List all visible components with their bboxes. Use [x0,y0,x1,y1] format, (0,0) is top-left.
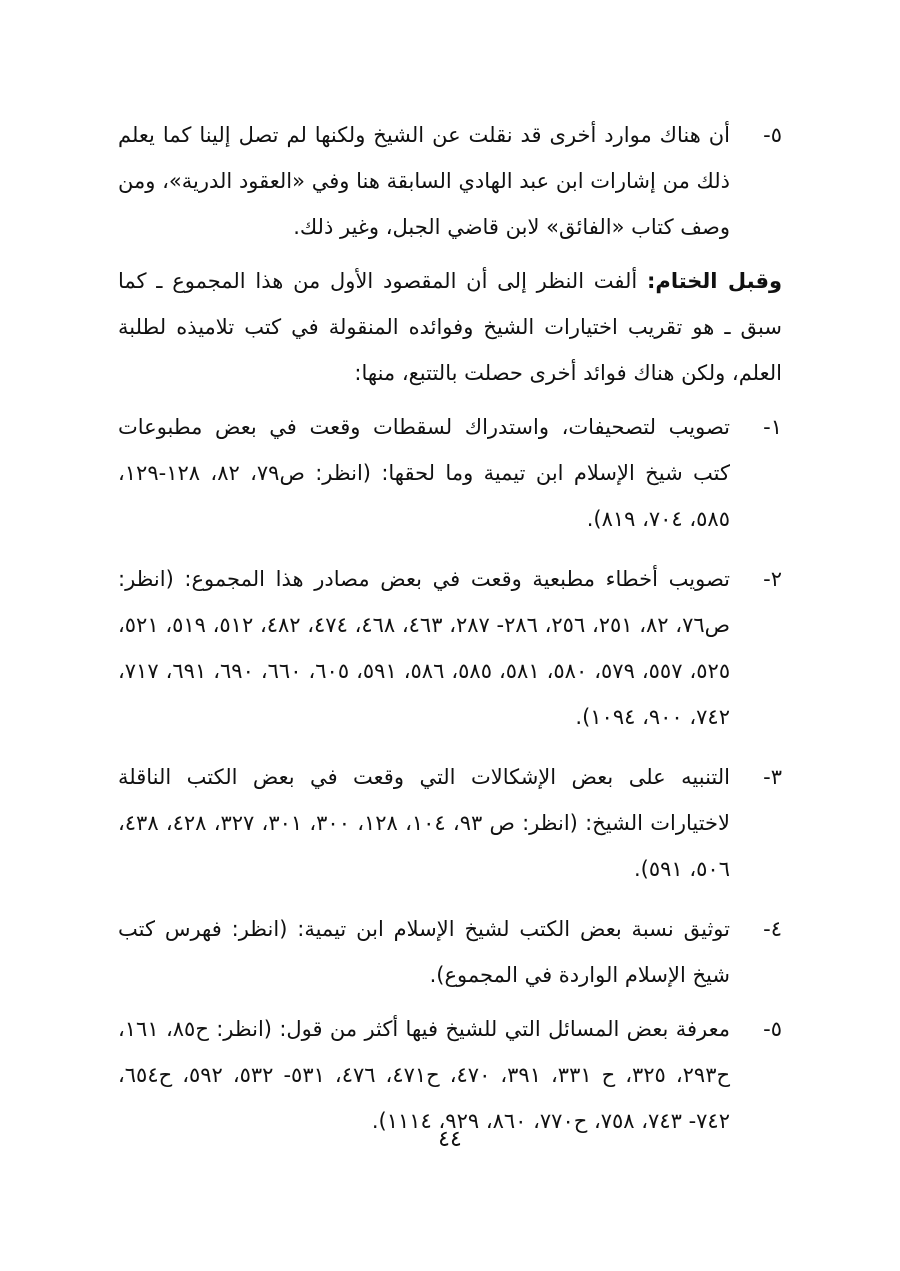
list-item-text: معرفة بعض المسائل التي للشيخ فيها أكثر من قول: (انظر: ح٨٥، ١٦١، ح٢٩٣، ٣٢٥، ح ٣٣١، ٣٩١، ٤٧٠، ح٤٧١، ٤٧٦، ٥٣١- ٥٣٢، ٥٩٢، ح٦٥٤، ٧٤٢- ٧٤٣، ٧٥٨، ح٧٧٠، ٨٦٠، ٩٢٩، ١١١٤). [118,1017,731,1133]
list-item-text: توثيق نسبة بعض الكتب لشيخ الإسلام ابن تيمية: (انظر: فهرس كتب شيخ الإسلام الواردة في المجموع). [118,917,730,987]
list-item-number: ٢- [763,567,782,591]
closing-text: ألفت النظر إلى أن المقصود الأول من هذا المجموع ـ كما سبق ـ هو تقريب اختيارات الشيخ وفوائده المنقولة في كتب تلاميذه لطلبة العلم، ولكن هناك فوائد أخرى حصلت بالتتبع، منها: [118,269,782,385]
list-item-number: ١- [763,415,782,439]
closing-lead: وقبل الختام: [647,269,783,293]
page-body [118,112,782,1144]
list-item-text: التنبيه على بعض الإشكالات التي وقعت في بعض الكتب الناقلة لاختيارات الشيخ: (انظر: ص ٩٣، ١٠٤، ١٢٨، ٣٠٠، ٣٠١، ٣٢٧، ٤٢٨، ٤٣٨، ٥٠٦، ٥٩١). [118,765,730,881]
closing-paragraph [118,258,782,396]
list-item-1 [118,404,782,542]
page-number: ٤٤ [438,1127,462,1152]
list-item-number: ٤- [763,917,782,941]
list-item-text: تصويب أخطاء مطبعية وقعت في بعض مصادر هذا المجموع: (انظر: ص٧٦، ٨٢، ٢٥١، ٢٥٦، ٢٨٦- ٢٨٧، ٤٦٣، ٤٦٨، ٤٧٤، ٤٨٢، ٥١٢، ٥١٩، ٥٢١، ٥٢٥، ٥٥٧، ٥٧٩، ٥٨٠، ٥٨١، ٥٨٥، ٥٨٦، ٥٩١، ٦٠٥، ٦٦٠، ٦٩٠، ٦٩١، ٧١٧، ٧٤٢، ٩٠٠، ١٠٩٤). [118,567,731,729]
list-item-number: ٥- [763,123,782,147]
list-item-number: ٣- [763,765,782,789]
list-item-3 [118,754,782,892]
list-item-4 [118,906,782,998]
list-item-top-5 [118,112,782,250]
list-item-number: ٥- [763,1017,782,1041]
list-item-text: أن هناك موارد أخرى قد نقلت عن الشيخ ولكنها لم تصل إلينا كما يعلم ذلك من إشارات ابن عبد الهادي السابقة هنا وفي «العقود الدرية»، ومن وصف كتاب «الفائق» لابن قاضي الجبل، وغير ذلك. [118,123,730,239]
list-item-text: تصويب لتصحيفات، واستدراك لسقطات وقعت في بعض مطبوعات كتب شيخ الإسلام ابن تيمية وما لحقها: (انظر: ص٧٩، ٨٢، ١٢٨-١٢٩، ٥٨٥، ٧٠٤، ٨١٩). [118,415,730,531]
list-item-2 [118,556,782,740]
